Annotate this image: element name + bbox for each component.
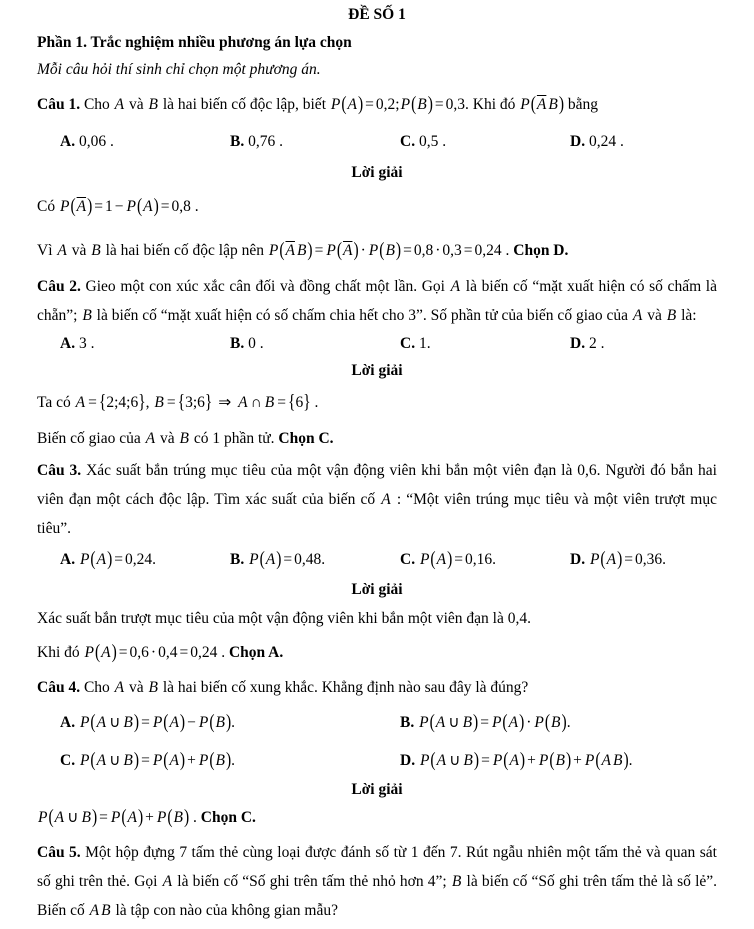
bold-text: Câu 2. — [37, 278, 81, 295]
text-run: . — [217, 644, 229, 661]
math-formula: A — [162, 873, 173, 890]
solution-paragraph — [37, 385, 717, 421]
answer-options-row — [37, 744, 717, 778]
bold-text: Câu 5. — [37, 844, 81, 861]
option-label: B. — [230, 551, 249, 568]
text-run: 0,24 . — [588, 133, 624, 150]
instruction-note — [37, 59, 717, 81]
math-formula: B — [451, 873, 462, 890]
text-run: là biến cố “mặt xuất hiện có số chấm là chẵn”; — [37, 278, 717, 324]
math-formula: P(A ∪ B) = P(A) + P(B). — [79, 749, 235, 772]
text-run: 0,76 . — [248, 133, 283, 150]
text-run: 0 . — [248, 335, 264, 352]
option-b — [377, 706, 717, 740]
option-label: C. — [400, 133, 419, 150]
math-formula: P(A) = 0,2;P(B) = 0,3 — [330, 93, 465, 116]
option-a — [37, 706, 377, 740]
text-run: Xác suất bắn trúng mục tiêu của một vận động viên khi bắn một viên đạn là 0,6. Người đó bắn hai viên đạn một cách độc lập. Tìm xác suất của biến cố — [37, 462, 717, 508]
math-formula: P(A ∪ B) = P(A) − P(B). — [79, 711, 235, 734]
text-run: là biến cố “mặt xuất hiện có số chấm chia hết cho 3”. Số phần tử của biến cố giao của — [92, 307, 632, 324]
text-run: bằng — [564, 96, 599, 113]
text-run: có 1 phần tử. — [189, 430, 279, 447]
math-formula: A — [381, 491, 391, 508]
text-run: Cho — [80, 96, 114, 113]
text-run: Xác suất bắn trượt mục tiêu của một vận động viên khi bắn một viên đạn là 0,4. — [37, 610, 531, 627]
option-b — [207, 129, 377, 155]
text-run: là biến cố “Số ghi trên tấm thẻ là số lẻ”. Biến cố — [37, 873, 718, 919]
bold-text: Câu 1. — [37, 96, 81, 113]
text-run: Khi đó — [37, 644, 84, 661]
math-formula: B — [91, 242, 101, 259]
solution-paragraph — [37, 636, 717, 670]
answer-options-row — [37, 545, 717, 575]
text-run: : “Một viên trúng mục tiêu và một viên trượt mục tiêu”. — [37, 491, 717, 537]
solution-paragraph — [37, 424, 717, 454]
question-paragraph — [37, 672, 717, 704]
option-label: A. — [60, 551, 79, 568]
math-formula: A — [57, 242, 67, 259]
math-formula: A B — [89, 902, 111, 919]
text-run: và — [125, 96, 148, 113]
text-run: Một hộp đựng 7 tấm thẻ cùng loại được đánh số từ 1 đến 7. Rút ngẫu nhiên một tấm thẻ và quan sát số ghi trên thẻ. Gọi — [37, 844, 717, 890]
math-formula: P(A ∪ B) = P(A) + P(B) + P(A B). — [419, 749, 633, 772]
bold-text: Chọn D. — [513, 242, 569, 259]
option-c — [377, 129, 547, 155]
bold-text: Phần 1. Trắc nghiệm nhiều phương án lựa chọn — [37, 34, 352, 51]
text-run: 1. — [418, 335, 431, 352]
math-formula: A = {2;4;6}, B = {3;6} ⇒ A ∩ B = {6} — [75, 391, 311, 414]
text-run: là hai biến cố xung khắc. Khẳng định nào sau đây là đúng? — [159, 679, 529, 696]
math-formula: $P(\overline{A}$ B) — [520, 93, 564, 116]
math-formula: P(A ∪ B) = P(A) + P(B) — [38, 806, 190, 829]
option-label: A. — [60, 714, 79, 731]
math-formula: B — [179, 430, 189, 447]
answer-options-row — [37, 331, 717, 357]
option-b — [207, 545, 377, 575]
solution-heading: Lời giải — [351, 781, 403, 798]
option-label: D. — [570, 133, 589, 150]
option-label: A. — [60, 335, 79, 352]
math-formula: B — [666, 307, 677, 324]
math-formula: A — [114, 96, 125, 113]
question-paragraph — [37, 456, 717, 543]
option-label: B. — [400, 714, 419, 731]
text-run: là: — [677, 307, 697, 324]
option-label: A. — [60, 133, 79, 150]
question-paragraph — [37, 838, 717, 925]
option-d — [377, 744, 717, 778]
text-run: là hai biến cố độc lập, biết — [159, 96, 330, 113]
text-run: và — [156, 430, 179, 447]
bold-text: Chọn A. — [228, 644, 284, 661]
section-heading — [37, 32, 717, 54]
option-a — [37, 545, 207, 575]
math-formula: B — [148, 679, 158, 696]
answer-options-row — [37, 706, 717, 740]
option-d — [547, 545, 717, 575]
option-label: C. — [400, 551, 419, 568]
option-b — [207, 331, 377, 357]
math-formula: B — [148, 96, 158, 113]
text-run: và — [67, 242, 91, 259]
math-formula: P(A) = 0,16. — [419, 548, 496, 571]
solution-paragraph — [37, 189, 717, 225]
option-label: C. — [400, 335, 419, 352]
math-formula: A — [114, 679, 125, 696]
math-formula: P(A) = 0,48. — [249, 548, 326, 571]
text-run: Vì — [37, 242, 57, 259]
math-formula: P(A) = 0,24. — [79, 548, 156, 571]
option-label: D. — [400, 752, 419, 769]
math-formula: B — [82, 307, 92, 324]
text-run: Biến cố giao của — [37, 430, 145, 447]
text-run: . — [190, 198, 199, 215]
question-paragraph — [37, 272, 717, 330]
text-run: . — [189, 809, 201, 826]
math-formula: A — [145, 430, 156, 447]
text-run: 2 . — [588, 335, 605, 352]
text-run: và — [125, 679, 148, 696]
option-c — [37, 744, 377, 778]
text-run: Có — [37, 198, 59, 215]
math-formula: P(A) = 0,6 · 0,4 = 0,24 — [84, 641, 218, 664]
option-label: D. — [570, 551, 589, 568]
text-run: . Khi đó — [465, 96, 520, 113]
option-a — [37, 331, 207, 357]
text-run: là hai biến cố độc lập nên — [101, 242, 268, 259]
option-label: D. — [570, 335, 589, 352]
bold-text: Chọn C. — [278, 430, 334, 447]
solution-paragraph — [37, 604, 717, 634]
italic-text: Mỗi câu hỏi thí sinh chỉ chọn một phương án. — [37, 61, 321, 78]
solution-paragraph — [37, 233, 717, 269]
solution-paragraph — [37, 801, 717, 835]
text-run: 0,5 . — [418, 133, 447, 150]
bold-text: Chọn C. — [200, 809, 256, 826]
text-run: và — [643, 307, 666, 324]
text-run: là tập con nào của không gian mẫu? — [111, 902, 338, 919]
bold-text: Câu 4. — [37, 679, 81, 696]
option-c — [377, 331, 547, 357]
option-label: B. — [230, 335, 249, 352]
option-a — [37, 129, 207, 155]
math-formula: $P(\overline{A}$ $B) = P(\overline{A}) \cdot P(B) = 0,8 \cdot 0,3 = 0,24$ — [268, 239, 502, 262]
bold-text: Câu 3. — [37, 462, 82, 479]
option-c — [377, 545, 547, 575]
text-run: . — [310, 394, 319, 411]
option-label: C. — [60, 752, 79, 769]
option-d — [547, 129, 717, 155]
text-run: 0,06 . — [78, 133, 114, 150]
exam-title: ĐỀ SỐ 1 — [348, 6, 406, 23]
text-run: 3 . — [78, 335, 95, 352]
solution-heading: Lời giải — [351, 164, 403, 181]
option-d — [547, 331, 717, 357]
math-formula: P(A) = 0,36. — [589, 548, 666, 571]
document-body — [37, 32, 717, 925]
answer-options-row — [37, 129, 717, 155]
solution-heading: Lời giải — [351, 362, 403, 379]
option-label: B. — [230, 133, 249, 150]
text-run: Ta có — [37, 394, 75, 411]
math-formula: $P(\overline{A}) = 1 - P(A) = 0,8$ — [59, 195, 191, 218]
text-run: là biến cố “Số ghi trên tấm thẻ nhỏ hơn 4”; — [173, 873, 451, 890]
solution-heading: Lời giải — [351, 581, 403, 598]
math-formula: P(A ∪ B) = P(A) · P(B). — [419, 711, 571, 734]
text-run: . — [501, 242, 514, 259]
math-formula: A — [450, 278, 461, 295]
text-run: Cho — [80, 679, 114, 696]
text-run: Gieo một con xúc xắc cân đối và đồng chất một lần. Gọi — [80, 278, 450, 295]
math-formula: A — [632, 307, 643, 324]
question-paragraph — [37, 88, 717, 122]
